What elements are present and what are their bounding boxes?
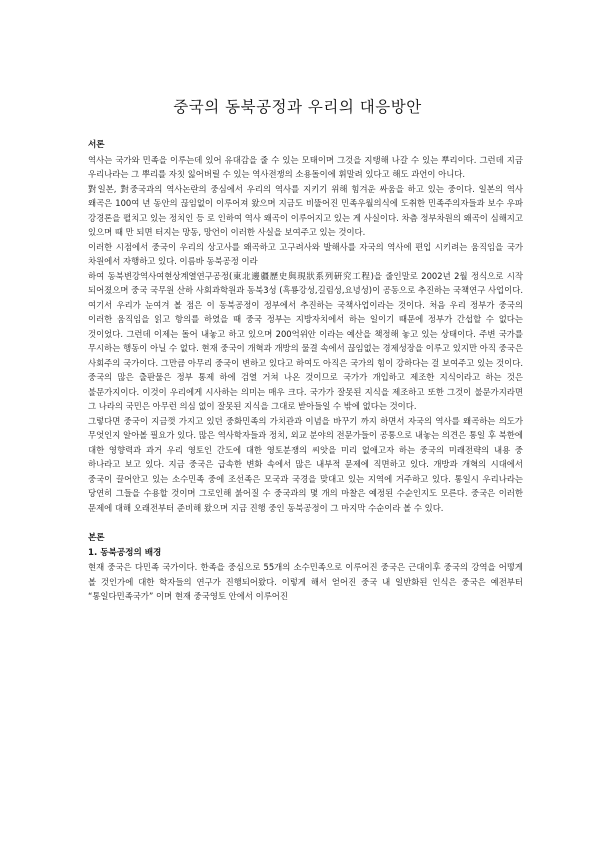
section-heading: 1. 동북공정의 배경 [88,547,162,558]
document-body [88,138,523,604]
intro-paragraph: 역사는 국가와 민족을 이루는데 있어 유대감을 줄 수 있는 모태이며 그것을 지탱해 나갈 수 있는 뿌리이다. 그런데 지금 우리나라는 그 뿌리를 자칫 잃어버릴 수 있는 역사전쟁의 소용돌이에 휘말려 있다고 해도 과언이 아니다. [88,154,523,179]
body-heading: 본론 [88,533,105,543]
section-paragraph: 현재 중국은 다민족 국가이다. 한족을 중심으로 55개의 소수민족으로 이루어진 중국은 근대이후 중국의 강역을 어떻게 볼 것인가에 대한 학자들의 연구가 진행되어왔다. 이렇게 해서 얻어진 중국 내 일반화된 인식은 중국은 예전부터 “통일다민족국가” 이며 현재 중국영토 안에서 이루어진 [88,562,523,601]
intro-paragraph: 對일본, 對중국과의 역사논란의 중심에서 우리의 역사를 지키기 위해 힘겨운 싸움을 하고 있는 중이다. 일본의 역사 왜곡은 100여 년 동안의 끊임없이 이루어져 왔으며 지금도 비뚤어진 민족우월의식에 도취한 민족주의자들과 보수 우파 강경론을 펼치고 있는 정치인 등 로 인하여 역사 왜곡이 이루어지고 있는 게 사실이다. 차츰 정부차원의 왜곡이 심해지고 있으며 때 만 되면 터지는 망동, 망언이 이러한 사실을 보여주고 있는 것이다. [88,183,523,237]
intro-paragraph: 이러한 시점에서 중국이 우리의 상고사를 왜곡하고 고구려사와 발해사를 자국의 역사에 편입 시키려는 움직임을 국가 차원에서 자행하고 있다. 이름바 동북공정 이라 [88,241,523,266]
intro-heading: 서론 [88,140,105,150]
intro-paragraph: 그렇다면 중국이 지금껏 가지고 있던 중화민족의 가치관과 이념을 바꾸기 까지 하면서 자국의 역사를 왜곡하는 의도가 무엇인지 알아볼 필요가 있다. 많은 역사학자들과 정치, 외교 분야의 전문가들이 공통으로 내놓는 의견은 통일 후 북한에 대한 영향력과 과거 우리 영토인 간도에 대한 영토분쟁의 씨앗을 미리 없애고자 하는 중국의 미래전략의 내용 중 하나라고 보고 있다. 지금 중국은 급속한 변화 속에서 많은 내부적 문제에 직면하고 있다. 개방과 개혁의 시대에서 중국이 끌어안고 있는 소수민족 중에 조선족은 모국과 국경을 맞대고 있는 지역에 거주하고 있다. 통일시 우리나라는 당연히 그들을 수용할 것이며 그로인해 붉어질 수 중국과의 몇 개의 마찰은 예정된 수순인지도 모른다. 중국은 이러한 문제에 대해 오래전부터 준비해 왔으며 지금 진행 중인 동북공정이 그 마지막 수순이라 볼 수 있다. [88,415,523,513]
document-title: 중국의 동북공정과 우리의 대응방안 [173,98,422,116]
section-spacer [88,515,523,531]
intro-paragraph: 하여 동북변강역사여현상계열연구공정(東北邊疆歷史與現狀系列硏究工程)을 줄인말로 2002년 2월 정식으로 시작 되어졌으며 중국 국무원 산하 사회과학원과 동북3성 (흑룡강성,길림성,요녕성)이 공동으로 추진하는 국책연구 사업이다. 여기서 우리가 눈여겨 볼 점은 이 동북공정이 정부에서 추진하는 국책사업이라는 것이다. 처음 우리 정부가 중국의 이러한 움직임을 읽고 항의를 하였을 때 중국 정부는 지방자치에서 하는 일이기 때문에 정부가 간섭할 수 없다는 것이었다. 그런데 이제는 돌어 내놓고 하고 있으며 200억위안 이라는 예산을 책정해 놓고 있는 상태이다. 주변 국가를 무시하는 행동이 아닐 수 없다. 현재 중국이 개혁과 개방의 물결 속에서 끊임없는 경제성장을 이루고 있지만 아직 중국은 사회주의 국가이다. 그만큼 아무리 중국이 변하고 있다고 하여도 아직은 국가의 힘이 강하다는 걸 보여주고 있는 것이다. 중국의 많은 출판물은 정부 통제 하에 검열 거쳐 나온 것이므로 국가가 개입하고 제조한 지식이라고 하는 것은 불문가지이다. 이것이 우리에게 시사하는 의미는 매우 크다. 국가가 잘못된 지식을 제조하고 또한 그것이 불문가지라면 그 나라의 국민은 아무런 의심 없이 잘못된 지식을 그대로 받아들일 수 밖에 없다는 것이다. [88,270,523,411]
